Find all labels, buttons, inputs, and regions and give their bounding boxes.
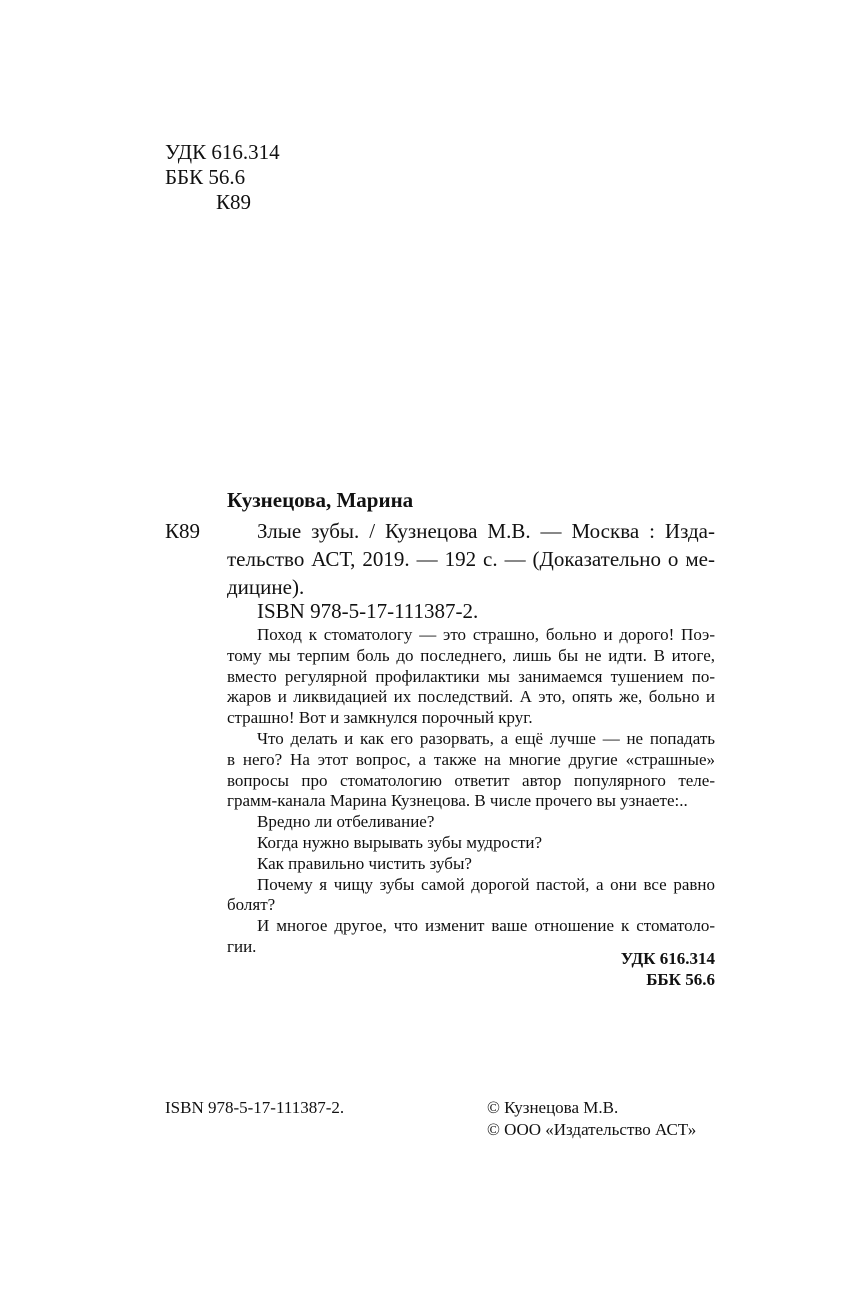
annotation-line: в него? На этот вопрос, а также на многие другие «страшные» [227,749,715,769]
annotation-line: грамм-канала Марина Кузнецова. В числе прочего вы узнаете:.. [227,791,688,811]
bib-line: тельство АСТ, 2019. — 192 с. — (Доказательно о ме- [227,547,715,571]
annotation [227,625,715,958]
footer-udk: УДК 616.314 [620,949,715,968]
annotation-line: жаров и ликвидацией их последствий. А это, опять же, больно и [227,687,715,707]
bibliographic-description [227,517,715,601]
annotation-line: И многое другое, что изменит ваше отношение к стоматоло- [257,916,715,936]
annotation-line: Когда нужно вырывать зубы мудрости? [257,832,543,852]
annotation-line: Что делать и как его разорвать, а ещё лучше — не попадать [257,728,715,748]
annotation-line: Почему я чищу зубы самой дорогой пастой, а они все равно [257,874,715,894]
copyright-author: © Кузнецова М.В. [487,1098,619,1117]
annotation-line: тому мы терпим боль до последнего, лишь бы не идти. В итоге, [227,645,715,665]
footer-classification [621,948,715,990]
annotation-line: Как правильно чистить зубы? [257,853,472,873]
annotation-line: болят? [227,895,276,915]
header-author-mark: К89 [216,190,252,214]
footer-isbn: ISBN 978-5-17-111387-2. [165,1098,345,1117]
header-bbk: ББК 56.6 [165,165,246,189]
annotation-line: гии. [227,936,257,956]
copyright-publisher: © ООО «Издательство АСТ» [487,1120,697,1139]
copyright-block [487,1097,696,1141]
record-isbn: ISBN 978-5-17-111387-2. [257,599,479,623]
bib-line: Злые зубы. / Кузнецова М.В. — Москва : Изда- [257,519,715,543]
annotation-line: вопросы про стоматологию ответит автор популярного теле- [227,770,715,790]
record-author: Кузнецова, Марина [227,488,414,512]
annotation-line: страшно! Вот и замкнулся порочный круг. [227,708,533,728]
annotation-line: Поход к стоматологу — это страшно, больно и дорого! Поэ- [257,625,715,644]
bib-line: дицине). [227,575,305,599]
annotation-line: Вредно ли отбеливание? [257,812,435,832]
header-udk: УДК 616.314 [165,140,280,164]
annotation-line: вместо регулярной профилактики мы занимаемся тушением по- [227,666,715,686]
record-author-mark: К89 [165,519,201,543]
footer-bbk: ББК 56.6 [646,970,715,989]
